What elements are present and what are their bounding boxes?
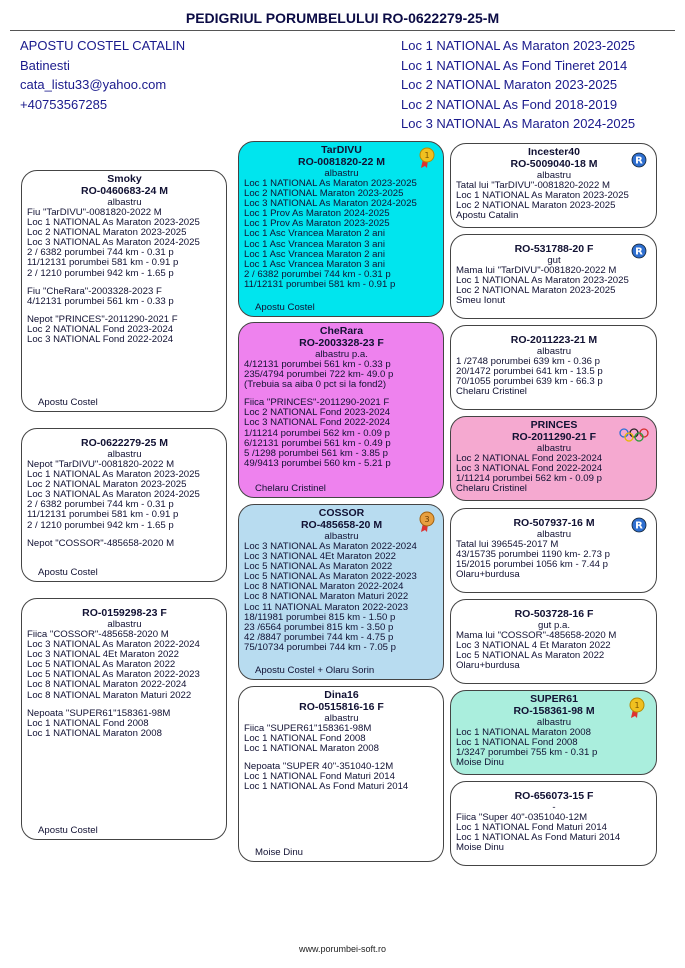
performance-line: Loc 1 Asc Vrancea Maraton 3 ani xyxy=(244,258,385,270)
performance-line: 42 /8847 porumbei 744 km - 4.75 p xyxy=(244,631,394,643)
ring-number: RO-0081820-22 M xyxy=(298,156,385,168)
performance-line: Nepot "PRINCES"-2011290-2021 F xyxy=(27,313,178,325)
performance-line: Loc 3 NATIONAL 4 Et Maraton 2022 xyxy=(456,640,611,652)
result-line: Loc 2 NATIONAL As Fond 2018-2019 xyxy=(401,96,618,112)
performance-line: Loc 3 NATIONAL 4Et Maraton 2022 xyxy=(244,551,396,563)
breeder-name: Smeu Ionut xyxy=(456,295,506,307)
pigeon-color: albastru xyxy=(324,168,359,179)
card-father-mother xyxy=(238,322,444,498)
registered-icon xyxy=(631,243,647,259)
breeder-name: Apostu Catalin xyxy=(456,210,519,222)
performance-line: 15/2015 porumbei 1056 km - 7.44 p xyxy=(456,559,609,571)
performance-line: Tatal lui "TarDIVU"-0081820-2022 M xyxy=(456,180,610,191)
gold-medal-icon xyxy=(628,697,646,719)
performance-line: Loc 2 NATIONAL Maraton 2023-2025 xyxy=(456,285,616,297)
performance-line: 11/12131 porumbei 581 km - 0.91 p xyxy=(244,278,396,290)
registered-icon xyxy=(631,517,647,533)
performance-line: Loc 1 NATIONAL As Maraton 2023-2025 xyxy=(27,217,200,229)
breeder-name: Chelaru Cristinel xyxy=(255,482,326,494)
ring-number: RO-503728-16 F xyxy=(514,608,594,620)
performance-line: Loc 5 NATIONAL As Maraton 2022 xyxy=(27,659,176,671)
pigeon-name: Dina16 xyxy=(324,689,359,701)
performance-line: Loc 3 NATIONAL As Maraton 2022-2024 xyxy=(244,541,417,552)
breeder-name: Olaru+burdusa xyxy=(456,660,520,672)
breeder-name: Apostu Costel xyxy=(255,301,315,313)
performance-line: Loc 1 Asc Vrancea Maraton 2 ani xyxy=(244,248,385,260)
pigeon-color: gut p.a. xyxy=(537,620,570,631)
ring-number: RO-2003328-23 F xyxy=(299,337,384,349)
performance-line: Loc 3 NATIONAL 4Et Maraton 2022 xyxy=(27,649,179,661)
card-ffm xyxy=(450,234,657,319)
pigeon-color: albastru xyxy=(536,170,572,181)
page-title: PEDIGRIUL PORUMBELULUI RO-0622279-25-M xyxy=(185,10,500,26)
card-father-father xyxy=(238,141,444,317)
performance-line: Loc 5 NATIONAL As Maraton 2022-2023 xyxy=(27,669,200,681)
performance-line: Loc 1 NATIONAL As Fond Maturi 2014 xyxy=(244,781,409,793)
performance-line: Loc 3 NATIONAL Fond 2022-2024 xyxy=(244,417,391,429)
pigeon-color: albastru xyxy=(324,531,359,542)
card-mmf xyxy=(450,690,657,775)
performance-line: Loc 1 NATIONAL Maraton 2008 xyxy=(27,727,162,739)
card-mmm xyxy=(450,781,657,866)
pigeon-color: albastru xyxy=(536,346,572,357)
performance-line: Loc 5 NATIONAL As Maraton 2022-2023 xyxy=(244,571,417,583)
performance-line: Loc 1 NATIONAL Maraton 2008 xyxy=(244,743,379,755)
breeder-name: Apostu Costel + Olaru Sorin xyxy=(255,664,375,676)
breeder-name: Chelaru Cristinel xyxy=(456,483,527,495)
performance-line: 2 / 1210 porumbei 942 km - 1.65 p xyxy=(27,519,174,531)
performance-line: 4/12131 porumbei 561 km - 0.33 p xyxy=(244,359,391,370)
svg-text:1: 1 xyxy=(634,701,640,710)
performance-line: Fiica "Super 40"-0351040-12M xyxy=(456,812,588,823)
ring-number: RO-2011290-21 F xyxy=(511,431,597,443)
performance-line: Loc 3 NATIONAL As Maraton 2024-2025 xyxy=(27,489,200,501)
performance-line: Loc 1 NATIONAL Fond 2008 xyxy=(456,737,578,749)
svg-text:1: 1 xyxy=(424,151,430,160)
performance-line: 75/10734 porumbei 744 km - 7.05 p xyxy=(244,641,397,653)
svg-text:R: R xyxy=(635,520,643,532)
performance-line: 2 / 6382 porumbei 744 km - 0.31 p xyxy=(244,268,391,280)
breeder-name: Apostu Costel xyxy=(38,396,98,408)
performance-line: Fiu "CheRara"-2003328-2023 F xyxy=(27,285,162,297)
ring-number: RO-2011223-21 M xyxy=(510,334,598,346)
performance-line: Fiica "COSSOR"-485658-2020 M xyxy=(27,629,169,640)
performance-line: 2 / 1210 porumbei 942 km - 1.65 p xyxy=(27,267,174,279)
performance-line: 6/12131 porumbei 561 km - 0.49 p xyxy=(244,437,391,449)
performance-line: Loc 1 NATIONAL As Fond Maturi 2014 xyxy=(456,832,621,844)
ring-number: RO-656073-15 F xyxy=(514,790,594,802)
performance-line: Nepoata "SUPER61"158361-98M xyxy=(27,707,171,719)
performance-line: Loc 1 Prov As Maraton 2024-2025 xyxy=(244,208,390,220)
performance-line: Loc 5 NATIONAL As Maraton 2022 xyxy=(244,561,393,573)
performance-line: Loc 2 NATIONAL Maraton 2023-2025 xyxy=(27,479,187,491)
result-line: Loc 3 NATIONAL As Maraton 2024-2025 xyxy=(401,116,636,131)
performance-line: Loc 1 NATIONAL As Maraton 2023-2025 xyxy=(456,190,629,202)
performance-line: Loc 2 NATIONAL Maraton 2023-2025 xyxy=(244,188,404,200)
performance-line: Tatal lui 396545-2017 M xyxy=(456,539,559,550)
owner-name: APOSTU COSTEL CATALIN xyxy=(20,38,186,53)
performance-line: Loc 2 NATIONAL Fond 2023-2024 xyxy=(456,453,603,464)
performance-line: Loc 1 NATIONAL Fond Maturi 2014 xyxy=(456,822,607,834)
performance-line: 4/12131 porumbei 561 km - 0.33 p xyxy=(27,295,174,307)
footer-website: www.porumbei-soft.ro xyxy=(298,944,387,954)
performance-line: 2 / 6382 porumbei 744 km - 0.31 p xyxy=(27,499,174,511)
ring-number: RO-5009040-18 M xyxy=(510,158,598,170)
pigeon-name: PRINCES xyxy=(530,419,578,431)
breeder-name: Apostu Costel xyxy=(38,566,98,578)
performance-line: Loc 1 Asc Vrancea Maraton 3 ani xyxy=(244,238,385,250)
breeder-name: Apostu Costel xyxy=(38,824,98,836)
performance-line: 11/12131 porumbei 581 km - 0.91 p xyxy=(27,509,179,521)
breeder-name: Olaru+burdusa xyxy=(456,569,520,581)
performance-line: Fiica "PRINCES"-2011290-2021 F xyxy=(244,397,390,409)
pigeon-name: COSSOR xyxy=(318,507,365,519)
performance-line: Loc 1 NATIONAL Maraton 2008 xyxy=(456,727,591,738)
performance-line: Loc 3 NATIONAL As Maraton 2024-2025 xyxy=(27,237,200,249)
performance-line: Loc 8 NATIONAL Maraton 2022-2024 xyxy=(27,679,187,691)
performance-line: 70/1055 porumbei 639 km - 66.3 p xyxy=(456,376,603,388)
pigeon-color: albastru p.a. xyxy=(315,349,368,360)
olympic-rings-icon xyxy=(618,428,650,442)
performance-line: Loc 8 NATIONAL Maraton Maturi 2022 xyxy=(27,689,192,701)
svg-text:R: R xyxy=(635,155,643,167)
ring-number: RO-158361-98 M xyxy=(513,705,595,717)
breeder-name: Moise Dinu xyxy=(456,842,504,854)
pigeon-name: Incester40 xyxy=(528,146,580,158)
pigeon-color: albastru xyxy=(536,443,572,454)
performance-line: Loc 3 NATIONAL As Maraton 2022-2024 xyxy=(27,639,200,651)
pigeon-name: Smoky xyxy=(107,173,142,185)
performance-line: Nepot "COSSOR"-485658-2020 M xyxy=(27,537,175,549)
gold-medal-icon xyxy=(418,147,436,169)
ring-number: RO-0159298-23 F xyxy=(82,607,167,619)
card-mother xyxy=(21,598,227,840)
performance-line: Nepot "TarDIVU"-0081820-2022 M xyxy=(27,459,175,470)
pigeon-color: albastru xyxy=(107,619,142,630)
card-pigeon xyxy=(21,428,227,582)
breeder-name: Chelaru Cristinel xyxy=(456,386,527,398)
performance-line: Loc 5 NATIONAL As Maraton 2022 xyxy=(456,650,605,662)
performance-line: Mama lui "TarDIVU"-0081820-2022 M xyxy=(456,265,617,276)
performance-line: Mama lui "COSSOR"-485658-2020 M xyxy=(456,630,617,641)
ring-number: RO-485658-20 M xyxy=(300,519,383,531)
pigeon-color: albastru xyxy=(107,449,142,460)
performance-line: 43/15735 porumbei 1190 km- 2.73 p xyxy=(456,549,610,561)
ring-number: RO-0460683-24 M xyxy=(81,185,168,197)
title-divider xyxy=(10,30,675,31)
result-line: Loc 2 NATIONAL Maraton 2023-2025 xyxy=(401,77,618,92)
performance-line: 2 / 6382 porumbei 744 km - 0.31 p xyxy=(27,247,174,259)
card-mother-father xyxy=(238,504,444,680)
performance-line: Loc 2 NATIONAL Maraton 2023-2025 xyxy=(456,200,616,212)
performance-line: Loc 1 NATIONAL As Maraton 2023-2025 xyxy=(244,178,417,189)
pigeon-color: - xyxy=(552,802,556,813)
owner-city: Batinesti xyxy=(20,57,70,73)
performance-line: 5 /1298 porumbei 561 km - 3.85 p xyxy=(244,447,388,459)
ring-number: RO-0515816-16 F xyxy=(299,701,384,713)
card-fff xyxy=(450,143,657,228)
performance-line: Loc 1 NATIONAL Fond Maturi 2014 xyxy=(244,771,395,783)
performance-line: Loc 1 NATIONAL Fond 2008 xyxy=(244,733,366,745)
performance-line: Loc 3 NATIONAL Fond 2022-2024 xyxy=(27,334,174,346)
performance-line: Loc 8 NATIONAL Maraton Maturi 2022 xyxy=(244,591,409,603)
performance-line: 1/3247 porumbei 755 km - 0.31 p xyxy=(456,747,598,759)
card-fmf xyxy=(450,325,657,410)
performance-line: Loc 2 NATIONAL Fond 2023-2024 xyxy=(244,407,391,419)
owner-info xyxy=(20,36,185,114)
card-mother-mother xyxy=(238,686,444,862)
pigeon-color: gut xyxy=(547,255,561,266)
ring-number: RO-0622279-25 M xyxy=(81,437,168,449)
svg-text:R: R xyxy=(635,246,643,258)
result-line: Loc 1 NATIONAL As Maraton 2023-2025 xyxy=(401,38,636,53)
performance-line: Loc 3 NATIONAL Fond 2022-2024 xyxy=(456,463,603,475)
breeder-name: Moise Dinu xyxy=(255,846,303,858)
performance-line: Loc 2 NATIONAL Maraton 2023-2025 xyxy=(27,227,187,239)
pigeon-name: TarDIVU xyxy=(321,144,362,156)
performance-line: 23 /6564 porumbei 815 km - 3.50 p xyxy=(244,621,394,633)
performance-line: Loc 1 Prov As Maraton 2023-2025 xyxy=(244,218,390,230)
pigeon-name: CheRara xyxy=(319,325,364,337)
pigeon-name: SUPER61 xyxy=(530,693,578,705)
performance-line: 20/1472 porumbei 641 km - 13.5 p xyxy=(456,366,603,378)
performance-line: Fiica "SUPER61"158361-98M xyxy=(244,723,372,734)
breeder-name: Moise Dinu xyxy=(456,757,504,769)
owner-email: cata_listu33@yahoo.com xyxy=(20,77,167,92)
performance-line: Loc 8 NATIONAL Maraton 2022-2024 xyxy=(244,581,404,593)
performance-line: 235/4794 porumbei 722 km- 49.0 p xyxy=(244,369,394,381)
performance-line: Loc 1 NATIONAL As Maraton 2023-2025 xyxy=(456,275,629,287)
performance-line: Loc 3 NATIONAL As Maraton 2024-2025 xyxy=(244,198,417,210)
pigeon-color: albastru xyxy=(107,197,142,208)
card-mfm xyxy=(450,599,657,684)
performance-line: 49/9413 porumbei 560 km - 5.21 p xyxy=(244,457,391,469)
performance-line: 11/12131 porumbei 581 km - 0.91 p xyxy=(27,257,179,269)
owner-phone: +40753567285 xyxy=(20,96,108,112)
performance-line: 1/11214 porumbei 562 km - 0.09 p xyxy=(456,473,602,485)
pigeon-color: albastru xyxy=(324,713,359,724)
pigeon-color: albastru xyxy=(536,717,572,728)
performance-line: Loc 2 NATIONAL Fond 2023-2024 xyxy=(27,323,174,335)
performance-line: Loc 1 Asc Vrancea Maraton 2 ani xyxy=(244,228,385,240)
performance-line: Loc 11 NATIONAL Maraton 2022-2023 xyxy=(244,601,409,613)
performance-line: Fiu "TarDIVU"-0081820-2022 M xyxy=(27,207,162,218)
performance-line: (Trebuia sa aiba 0 pct si la fond2) xyxy=(244,379,387,391)
pigeon-results xyxy=(401,36,635,134)
performance-line: 18/11981 porumbei 815 km - 1.50 p xyxy=(244,611,396,623)
performance-line: Nepoata "SUPER 40"-351040-12M xyxy=(244,761,394,773)
registered-icon xyxy=(631,152,647,168)
ring-number: RO-507937-16 M xyxy=(513,517,595,529)
card-mff xyxy=(450,508,657,593)
result-line: Loc 1 NATIONAL As Fond Tineret 2014 xyxy=(401,57,628,73)
card-father xyxy=(21,170,227,412)
performance-line: 1 /2748 porumbei 639 km - 0.36 p xyxy=(456,356,600,367)
bronze-medal-icon xyxy=(418,511,436,533)
ring-number: RO-531788-20 F xyxy=(514,243,594,255)
svg-text:3: 3 xyxy=(424,515,430,524)
pigeon-color: albastru xyxy=(536,529,572,540)
performance-line: 1/11214 porumbei 562 km - 0.09 p xyxy=(244,427,390,439)
performance-line: Loc 1 NATIONAL As Maraton 2023-2025 xyxy=(27,469,200,481)
performance-line: Loc 1 NATIONAL Fond 2008 xyxy=(27,717,149,729)
